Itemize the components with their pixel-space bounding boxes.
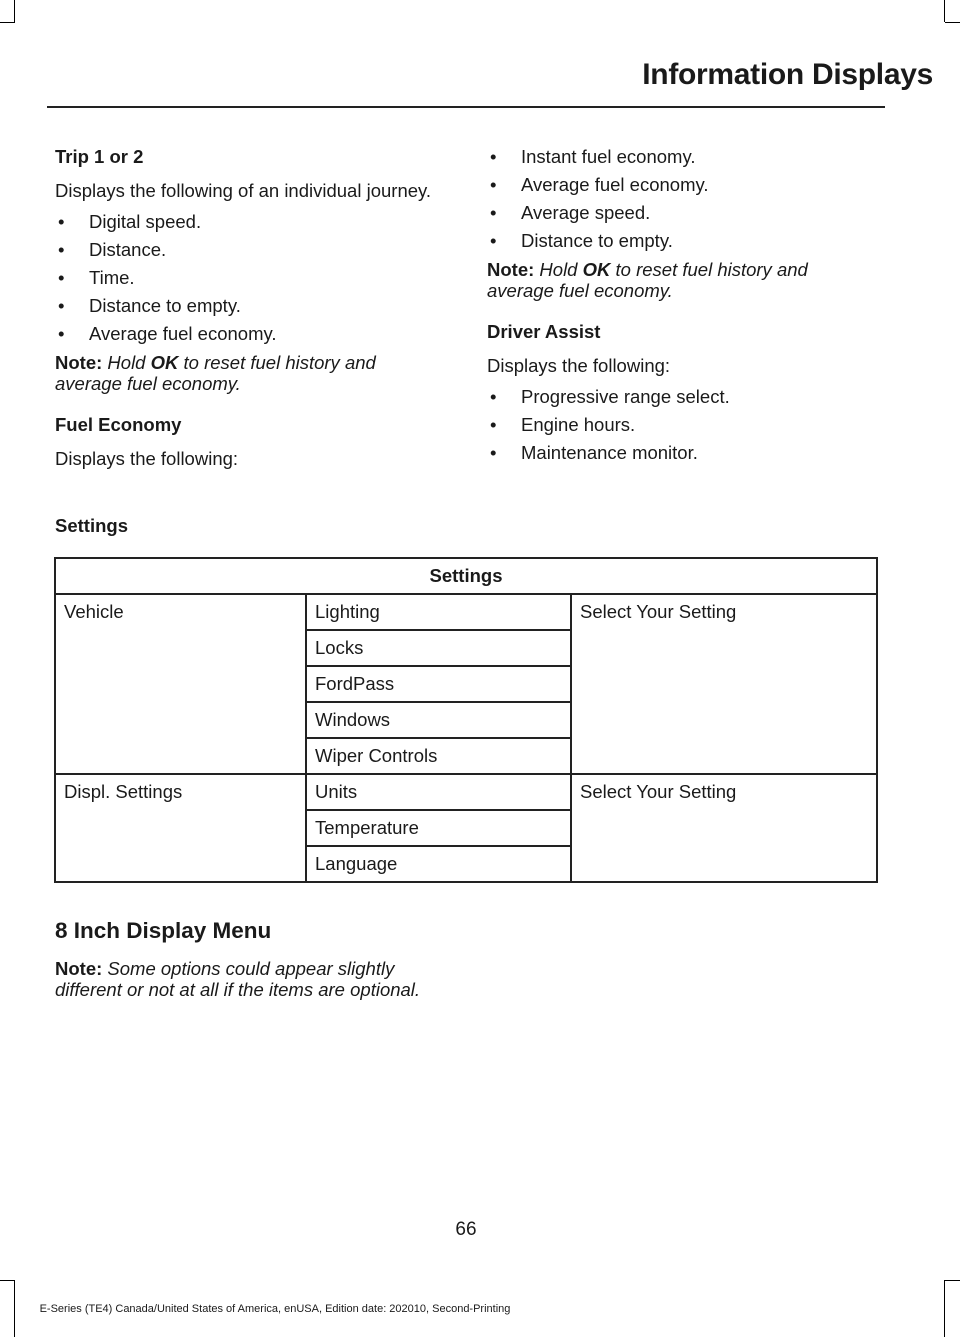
page-number: 66	[455, 1219, 477, 1240]
category-cell: Displ. Settings	[55, 774, 306, 882]
category-cell: Vehicle	[55, 594, 306, 774]
note-text: Some options could appear slightly different or not at all if the items are optional.	[55, 958, 421, 1000]
crop-mark	[945, 1280, 960, 1281]
left-column	[55, 146, 447, 479]
note-text: to reset fuel history and average fuel economy.	[55, 352, 376, 394]
right-column	[487, 146, 879, 471]
item-cell: FordPass	[306, 666, 571, 702]
settings-heading: Settings	[55, 515, 128, 536]
list-item: • Distance to empty.	[487, 230, 879, 251]
settings-table	[54, 557, 878, 883]
item-cell: Windows	[306, 702, 571, 738]
page-title: Information Displays	[642, 58, 933, 91]
item-cell: Lighting	[306, 594, 571, 630]
header-divider	[47, 106, 885, 108]
list-item: • Time.	[55, 267, 447, 288]
driver-assist-list	[487, 386, 879, 463]
trip-note	[55, 352, 447, 394]
fuel-economy-heading: Fuel Economy	[55, 414, 182, 435]
fuel-list	[487, 146, 879, 251]
ok-button-label: OK	[150, 352, 179, 373]
action-cell: Select Your Setting	[571, 774, 877, 882]
trip-heading: Trip 1 or 2	[55, 146, 144, 167]
trip-intro: Displays the following of an individual journey.	[55, 180, 432, 201]
item-cell: Temperature	[306, 810, 571, 846]
display-menu-heading: 8 Inch Display Menu	[55, 918, 272, 943]
display-menu-note	[55, 958, 455, 1000]
crop-mark	[945, 22, 960, 23]
item-cell: Locks	[306, 630, 571, 666]
trip-list	[55, 211, 447, 344]
table-header-row	[55, 558, 877, 594]
edition-footer: E-Series (TE4) Canada/United States of America, enUSA, Edition date: 202010, Second-Printing	[39, 1303, 511, 1315]
note-text: Hold	[539, 259, 578, 280]
item-cell: Units	[306, 774, 571, 810]
note-label: Note:	[55, 352, 103, 373]
note-label: Note:	[55, 958, 103, 979]
table-title: Settings	[55, 558, 877, 594]
driver-assist-heading: Driver Assist	[487, 321, 601, 342]
crop-mark	[0, 22, 15, 23]
table-row	[55, 594, 877, 630]
list-item: • Engine hours.	[487, 414, 879, 435]
list-item: • Distance.	[55, 239, 447, 260]
list-item: • Instant fuel economy.	[487, 146, 879, 167]
list-item: • Average fuel economy.	[55, 323, 447, 344]
fuel-note	[487, 259, 879, 301]
item-cell: Language	[306, 846, 571, 882]
list-item: • Maintenance monitor.	[487, 442, 879, 463]
crop-mark	[0, 1280, 15, 1281]
item-cell: Wiper Controls	[306, 738, 571, 774]
fuel-economy-intro: Displays the following:	[55, 448, 239, 469]
crop-mark	[14, 0, 15, 22]
list-item: • Digital speed.	[55, 211, 447, 232]
table-row	[55, 774, 877, 810]
note-label: Note:	[487, 259, 535, 280]
list-item: • Distance to empty.	[55, 295, 447, 316]
list-item: • Average fuel economy.	[487, 174, 879, 195]
crop-mark	[944, 1280, 945, 1337]
note-text: Hold	[107, 352, 146, 373]
list-item: • Progressive range select.	[487, 386, 879, 407]
driver-assist-intro: Displays the following:	[487, 355, 671, 376]
ok-button-label: OK	[582, 259, 611, 280]
list-item: • Average speed.	[487, 202, 879, 223]
action-cell: Select Your Setting	[571, 594, 877, 774]
note-text: to reset fuel history and average fuel economy.	[487, 259, 808, 301]
crop-mark	[944, 0, 945, 22]
